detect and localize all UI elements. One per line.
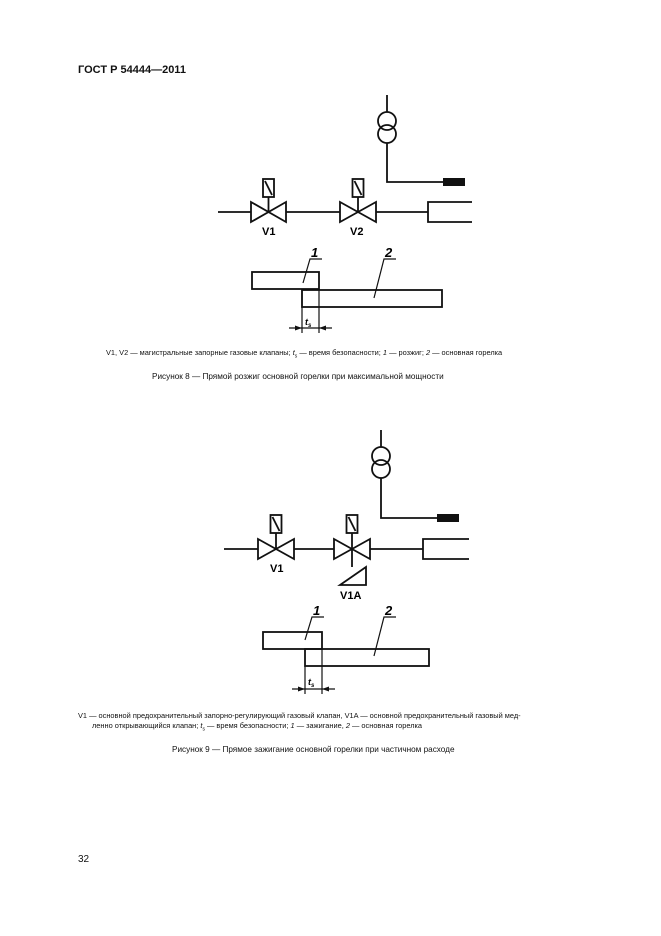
burner-shape [423,539,469,559]
timing-label-1: 1 [311,245,319,260]
ignition-wire [381,478,437,518]
figure-8-title: Рисунок 8 — Прямой розжиг основной горелки при максимальной мощности [152,372,444,381]
timing-bar-ignition [263,632,322,649]
valve-v1a-slow-opening-actuator [340,567,366,585]
figure-9-legend [78,711,588,734]
safety-time-label: $t_s$ [305,317,312,329]
transformer-coil-bottom [372,460,390,478]
valve-v1a-label: V1A [340,590,362,602]
timing-bar-main-burner [305,649,429,666]
timing-label-1: 1 [313,603,321,618]
timing-label-2: 2 [385,603,393,618]
document-header: ГОСТ Р 54444—2011 [78,64,186,76]
valve-v1-label: V1 [270,563,284,575]
ignition-electrode [437,514,459,522]
figure-8-legend: V1, V2 — магистральные запорные газовые клапаны; $t_s$ — время безопасности; 1 — розжиг; 2 — основная горелка [106,348,503,360]
valve-v2-label: V2 [350,226,364,238]
safety-time-label: $t_s$ [308,677,315,689]
figure-9-title: Рисунок 9 — Прямое зажигание основной горелки при частичном расходе [172,745,455,754]
figure-9-legend-line-2: ленно открывающийся клапан; $t_s$ — время безопасности; 1 — зажигание, 2 — основная горелка [92,721,423,733]
valve-v1-label: V1 [262,226,276,238]
page-number: 32 [78,854,90,865]
figure-9-legend-line-1: V1 — основной предохранительный запорно-регулирующий газовый клапан, V1A — основной предохранительный газовый мед- [78,711,521,720]
timing-label-2: 2 [385,245,393,260]
